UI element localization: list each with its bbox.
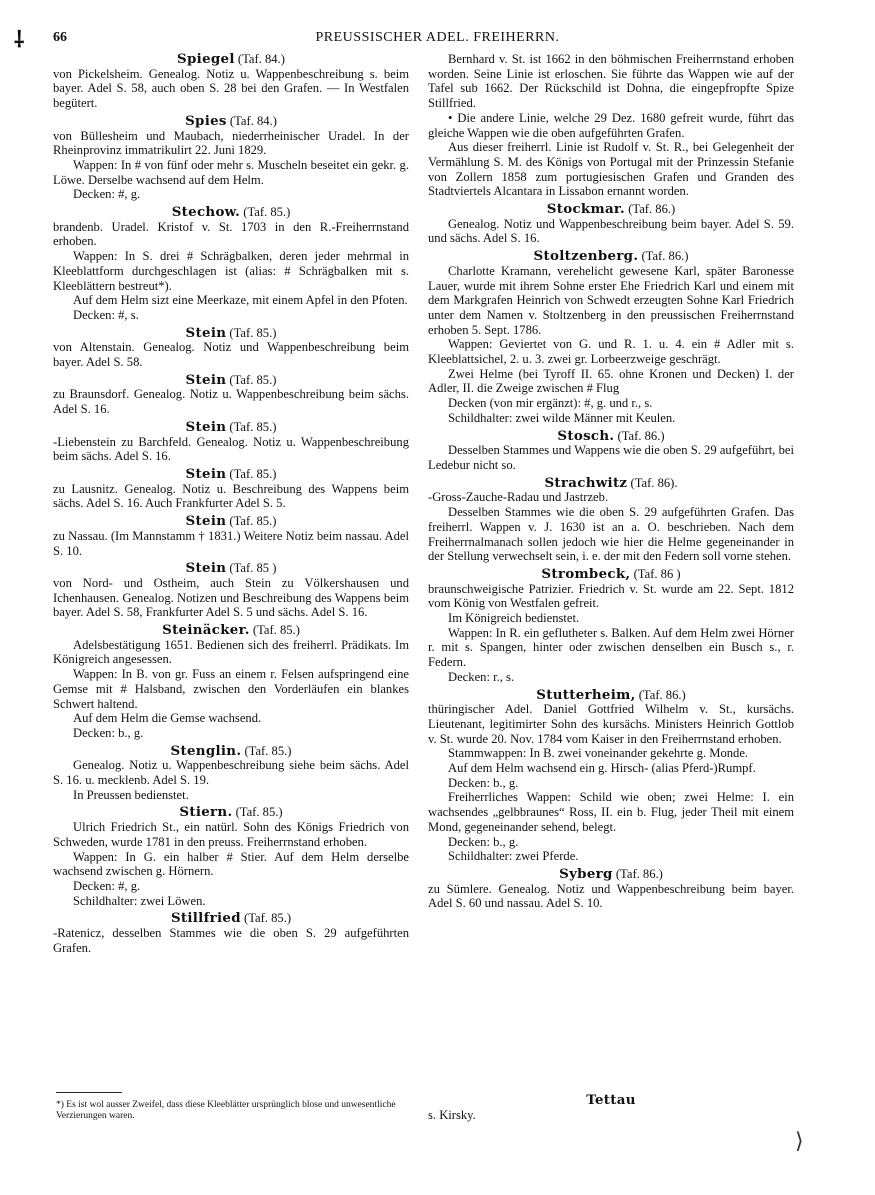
entry-text: Charlotte Kramann, verehelicht gewesene Karl, später Baronesse Lauer, wurde mit ihrem Sohne erster Ehe Friedrich Karl und einem mit dem Markgrafen Heinrich von Schwedt erzeugten Sohne Karl Friedrich unter dem Namen v. Stoltzenberg in den preussischen Freiherrnstand erhoben 5. Sept. 1786.	[428, 263, 794, 337]
entry-text: braunschweigische Patrizier. Friedrich v. St. wurde am 22. Sept. 1812 vom König von Westfalen gefreit.	[428, 581, 794, 611]
continuation-text: • Die andere Linie, welche 29 Dez. 1680 gefreit wurde, führt das gleiche Wappen wie die oben aufgeführten Grafen.	[428, 110, 794, 140]
footnote: *) Es ist wol ausser Zweifel, dass diese Kleeblätter ursprünglich blose und unwesentliche Verzierungen waren.	[56, 1100, 396, 1121]
entry-spies: Spies (Taf. 84.) von Büllesheim und Maubach, niederrheinischer Uradel. In der Rheinprovinz immatrikulirt 22. Juni 1829. Wappen: In # von fünf oder mehr s. Muscheln beseitet ein gekr. g. Löwe. Derselbe wachsend auf dem Helm. Decken: #, g.	[53, 112, 409, 202]
entry-wappen: Wappen: In # von fünf oder mehr s. Muscheln beseitet ein gekr. g. Löwe. Derselbe wachsend auf dem Helm.	[53, 157, 409, 187]
entry-decken: Decken (von mir ergänzt): #, g. und r., s.	[448, 396, 653, 411]
entry-wappen: Wappen: In G. ein halber # Stier. Auf dem Helm derselbe wachsend zwischen g. Hörnern.	[53, 849, 409, 879]
entry-name: Stillfried	[170, 910, 241, 927]
entry-syberg: Syberg (Taf. 86.) zu Sümlere. Genealog. Notiz und Wappenbeschreibung beim bayer. Adel S. 60 und nassau. Adel S. 10.	[428, 865, 794, 911]
entry-decken: Decken: #, g.	[73, 187, 141, 202]
entry-stechow: Stechow. (Taf. 85.) brandenb. Uradel. Kristof v. St. 1703 in den R.-Freiherrnstand erhoben. Wappen: In S. drei # Schrägbalken, deren jeder mehrmal in Kleeblattform durchgeschlagen ist (alias: # Schrägbalken mit s. Kleeblättern bestreut*). Auf dem Helm sizt eine Meerkaze, mit einem Apfel in den Pfoten. Decken: #, s.	[53, 204, 409, 322]
entry-helm: Auf dem Helm sizt eine Meerkaze, mit einem Apfel in den Pfoten.	[73, 293, 408, 308]
entry-name: Stechow.	[171, 204, 241, 221]
entry-stiern: Stiern. (Taf. 85.) Ulrich Friedrich St., ein natürl. Sohn des Königs Friedrich von Schweden, wurde 1781 in den preuss. Freiherrnstand erhoben. Wappen: In G. ein halber # Stier. Auf dem Helm derselbe wachsend zwischen g. Hörnern. Decken: #, g. Schildhalter: zwei Löwen.	[53, 804, 409, 908]
entry-text: von Altenstain. Genealog. Notiz und Wappenbeschreibung beim bayer. Adel S. 58.	[53, 340, 409, 370]
entry-decken: Decken: b., g.	[448, 834, 519, 849]
entry-name: Stiern.	[179, 804, 233, 821]
entry-text: zu Nassau. (Im Mannstamm † 1831.) Weitere Notiz beim nassau. Adel S. 10.	[53, 528, 409, 558]
continuation-text: Bernhard v. St. ist 1662 in den böhmischen Freiherrnstand erhoben worden. Seine Linie ist erloschen. Sie führte das Wappen wie auf der Tafel sub 1662. Der Rückschild ist Dohna, die eingepfropfte Spize Stillfried.	[428, 52, 794, 111]
entry-wappen: Wappen: In S. drei # Schrägbalken, deren jeder mehrmal in Kleeblattform durchgeschlagen ist (alias: # Schrägbalken mit s. Kleeblättern bestreut*).	[53, 249, 409, 293]
entry-stutterheim: Stutterheim, (Taf. 86.) thüringischer Adel. Daniel Gottfried Wilhelm v. St., kursächs. Lieutenant, legitimirter Sohn des kursächs. Ministers Heinrich Gottlob v. St. wurde 20. Nov. 1784 vom Kaiser in den Freiherrnstand erhoben. Stammwappen: In B. zwei voneinander gekehrte g. Monde. Auf dem Helm wachsend ein g. Hirsch- (alias Pferd-)Rumpf. Decken: b., g. Freiherrliches Wappen: Schild wie oben; zwei Helme: I. ein wachsendes „gelbbraunes“ Ross, II. ein b. Flug, jeder Theil mit einem Mond, gegeneinander sehend, belegt. Decken: b., g. Schildhalter: zwei Pferde.	[428, 686, 794, 864]
footnote-rule	[56, 1092, 122, 1093]
entry-schildhalter: Schildhalter: zwei Pferde.	[448, 849, 579, 864]
entry-text: -Ratenicz, desselben Stammes wie die oben S. 29 aufgeführten Grafen.	[53, 926, 409, 955]
entry-text: -Gross-Zauche-Radau und Jastrzeb.	[428, 490, 609, 505]
entry-decken: Decken: r., s.	[448, 669, 515, 684]
entry-name: Stein	[185, 560, 227, 577]
entry-name: Spiegel	[177, 51, 235, 67]
entry-name: Steinäcker.	[162, 622, 250, 639]
entry-stein-nassau: Stein (Taf. 85.) zu Nassau. (Im Mannstamm † 1831.) Weitere Notiz beim nassau. Adel S. 10.	[53, 513, 409, 558]
entry-schildhalter: Schildhalter: zwei wilde Männer mit Keulen.	[448, 410, 676, 425]
entry-text: brandenb. Uradel. Kristof v. St. 1703 in den R.-Freiherrnstand erhoben.	[53, 219, 409, 249]
entry-decken: Decken: #, s.	[73, 307, 139, 322]
scan-margin-mark: ⸸	[14, 27, 25, 52]
entry-name: Stockmar.	[546, 201, 626, 218]
entry-name: Stein	[185, 324, 227, 341]
entry-wappen: Wappen: In R. ein geflutheter s. Balken. Auf dem Helm zwei Hörner r. mit s. Spangen, hinter oder zwischen denselben ein Busch s., r. Federn.	[428, 625, 794, 670]
entry-name: Stein	[185, 371, 227, 388]
entry-name: Strombeck,	[541, 565, 631, 582]
entry-wappen: Wappen: In B. von gr. Fuss an einem r. Felsen aufspringend eine Gemse mit # Halsband, zwischen den Vorderläufen ein blankes Schwert haltend.	[53, 667, 409, 711]
entry-text: Desselben Stammes und Wappens wie die oben S. 29 aufgeführt, bei Ledebur nicht so.	[428, 443, 794, 472]
entry-text: zu Braunsdorf. Genealog. Notiz u. Wappenbeschreibung beim sächs. Adel S. 16.	[53, 387, 409, 417]
entry-text: von Nord- und Ostheim, auch Stein zu Völkershausen und Ichenhausen. Genealog. Notizen und Beschreibung des Wappens beim bayer. Adel S. 58, Frankfurter Adel S. 5 und sächs. Adel S. 16.	[53, 575, 409, 620]
entry-text: thüringischer Adel. Daniel Gottfried Wilhelm v. St., kursächs. Lieutenant, legitimirter Sohn des kursächs. Ministers Heinrich Gottlob v. St. wurde 20. Nov. 1784 vom Kaiser in den Freiherrnstand erhoben.	[428, 702, 794, 746]
entry-text: Genealog. Notiz u. Wappenbeschreibung siehe beim sächs. Adel S. 16. u. mecklenb. Adel S. 19.	[53, 758, 409, 788]
running-head: PREUSSISCHER ADEL. FREIHERRN.	[315, 30, 560, 45]
entry-tettau	[428, 1093, 794, 1122]
stillfried-continuation	[428, 52, 794, 199]
entry-text: zu Lausnitz. Genealog. Notiz u. Beschreibung des Wappens beim sächs. Adel S. 16. Auch Frankfurter Adel S. 5.	[53, 481, 409, 511]
entry-stein-liebenstein: Stein (Taf. 85.) -Liebenstein zu Barchfeld. Genealog. Notiz u. Wappenbeschreibung beim sächs. Adel S. 16.	[53, 418, 409, 464]
entry-helm: Auf dem Helm die Gemse wachsend.	[73, 711, 262, 726]
entry-stockmar: Stockmar. (Taf. 86.) Genealog. Notiz und Wappenbeschreibung beim bayer. Adel S. 59. und sächs. Adel S. 16.	[428, 201, 794, 246]
entry-name: Stein	[185, 465, 227, 482]
entry-text: von Büllesheim und Maubach, niederrheinischer Uradel. In der Rheinprovinz immatrikulirt 22. Juni 1829.	[53, 128, 409, 158]
scan-margin-mark: ⟩	[795, 1128, 804, 1153]
entry-extra: Desselben Stammes wie die oben S. 29 aufgeführten Grafen. Das freiherrl. Wappen v. J. 1630 ist an a. O. beschrieben. Nach dem Freiherrnalmanach sollen jedoch wie hier die Helme gegeneinander in der Stellung verwechselt sein, i. e. der mit den Federn soll vorne stehen.	[428, 505, 794, 564]
entry-stein-altenstain: Stein (Taf. 85.) von Altenstain. Genealog. Notiz und Wappenbeschreibung beim bayer. Adel S. 58.	[53, 324, 409, 370]
entry-name: Stutterheim,	[536, 686, 636, 703]
entry-decken: Decken: b., g.	[73, 725, 144, 740]
entry-stein-nord-ostheim: Stein (Taf. 85 ) von Nord- und Ostheim, auch Stein zu Völkershausen und Ichenhausen. Genealog. Notizen und Beschreibung des Wappens beim bayer. Adel S. 58, Frankfurter Adel S. 5 und sächs. Adel S. 16.	[53, 560, 409, 620]
entry-strombeck: Strombeck, (Taf. 86 ) braunschweigische Patrizier. Friedrich v. St. wurde am 22. Sept. 1812 vom König von Westfalen gefreit. Im Königreich bedienstet. Wappen: In R. ein geflutheter s. Balken. Auf dem Helm zwei Hörner r. mit s. Spangen, hinter oder zwischen denselben ein Busch s., r. Federn. Decken: r., s.	[428, 565, 794, 684]
entry-schildhalter: Schildhalter: zwei Löwen.	[73, 893, 206, 908]
page-number: 66	[53, 30, 67, 45]
entry-freiherrliches-wappen: Freiherrliches Wappen: Schild wie oben; zwei Helme: I. ein wachsendes „gelbbraunes“ Ross, II. ein b. Flug, jeder Theil mit einem Mond, gegeneinander sehend, belegt.	[428, 790, 794, 834]
entry-name: Tettau	[586, 1092, 636, 1108]
entry-spiegel: Spiegel (Taf. 84.) von Pickelsheim. Genealog. Notiz u. Wappenbeschreibung s. beim bayer. Adel S. 58, auch oben S. 28 bei den Grafen. — In Westfalen begütert.	[53, 51, 409, 111]
entry-name: Syberg	[559, 865, 613, 882]
entry-text: Genealog. Notiz und Wappenbeschreibung beim bayer. Adel S. 59. und sächs. Adel S. 16.	[428, 216, 794, 246]
left-column	[53, 52, 409, 958]
entry-extra: Im Königreich bedienstet.	[448, 611, 580, 626]
right-column	[428, 52, 794, 914]
entry-name: Stein	[185, 418, 227, 435]
entry-stein-lausnitz: Stein (Taf. 85.) zu Lausnitz. Genealog. Notiz u. Beschreibung des Wappens beim sächs. Adel S. 16. Auch Frankfurter Adel S. 5.	[53, 465, 409, 511]
entry-text: Ulrich Friedrich St., ein natürl. Sohn des Königs Friedrich von Schweden, wurde 1781 in den preuss. Freiherrnstand erhoben.	[53, 820, 409, 849]
entry-wappen: Wappen: Geviertet von G. und R. 1. u. 4. ein # Adler mit s. Kleeblattsichel, 2. u. 3. zwei gr. Lorbeerzweige geschrägt.	[428, 337, 794, 367]
entry-strachwitz: Strachwitz (Taf. 86). -Gross-Zauche-Radau und Jastrzeb. Desselben Stammes wie die oben S. 29 aufgeführten Grafen. Das freiherrl. Wappen v. J. 1630 ist an a. O. beschrieben. Nach dem Freiherrnalmanach sollen jedoch wie hier die Helme gegeneinander in der Stellung verwechselt sein, i. e. der mit den Federn soll vorne stehen.	[428, 474, 794, 564]
entry-steinaecker: Steinäcker. (Taf. 85.) Adelsbestätigung 1651. Bedienen sich des freiherrl. Prädikats. Im Königreich angesessen. Wappen: In B. von gr. Fuss an einem r. Felsen aufspringend eine Gemse mit # Halsband, zwischen den Vorderläufen ein blankes Schwert haltend. Auf dem Helm die Gemse wachsend. Decken: b., g.	[53, 622, 409, 740]
entry-stein-braunsdorf: Stein (Taf. 85.) zu Braunsdorf. Genealog. Notiz u. Wappenbeschreibung beim sächs. Adel S. 16.	[53, 371, 409, 417]
entry-stoltzenberg: Stoltzenberg. (Taf. 86.) Charlotte Kramann, verehelicht gewesene Karl, später Baronesse Lauer, wurde mit ihrem Sohne erster Ehe Friedrich Karl und einem mit dem Markgrafen Heinrich von Schwedt erzeugten Sohne Karl Friedrich unter dem Namen v. Stoltzenberg in den preussischen Freiherrnstand erhoben 5. Sept. 1786. Wappen: Geviertet von G. und R. 1. u. 4. ein # Adler mit s. Kleeblattsichel, 2. u. 3. zwei gr. Lorbeerzweige geschrägt. Zwei Helme (bei Tyroff II. 65. ohne Kronen und Decken) I. der Adler, II. die Zweige zwischen # Flug Decken (von mir ergänzt): #, g. und r., s. Schildhalter: zwei wilde Männer mit Keulen.	[428, 248, 794, 425]
entry-stosch: Stosch. (Taf. 86.) Desselben Stammes und Wappens wie die oben S. 29 aufgeführt, bei Ledebur nicht so.	[428, 427, 794, 472]
entry-text: zu Sümlere. Genealog. Notiz und Wappenbeschreibung beim bayer. Adel S. 60 und nassau. Adel S. 10.	[428, 881, 794, 911]
entry-helm: Zwei Helme (bei Tyroff II. 65. ohne Kronen und Decken) I. der Adler, II. die Zweige zwischen # Flug	[428, 366, 794, 396]
entry-name: Spies	[185, 112, 227, 129]
entry-decken: Decken: b., g.	[448, 775, 519, 790]
entry-helm: Auf dem Helm wachsend ein g. Hirsch- (alias Pferd-)Rumpf.	[448, 761, 756, 776]
entry-text: s. Kirsky.	[428, 1107, 476, 1122]
entry-text: Adelsbestätigung 1651. Bedienen sich des freiherrl. Prädikats. Im Königreich angesessen.	[53, 637, 409, 667]
entry-name: Stosch.	[557, 427, 615, 444]
continuation-text: Aus dieser freiherrl. Linie ist Rudolf v. St. R., bei Gelegenheit der Vermählung S. M. des Königs von Portugal mit der Prinzessin Stefanie von Zollern 1858 zum portugiesischen Grafen und Granden des Stadtviertels Alcantara in Lissabon ernannt worden.	[428, 140, 794, 199]
entry-text: von Pickelsheim. Genealog. Notiz u. Wappenbeschreibung s. beim bayer. Adel S. 58, auch oben S. 28 bei den Grafen. — In Westfalen begütert.	[53, 66, 409, 111]
entry-name: Strachwitz	[544, 474, 628, 491]
entry-extra: In Preussen bedienstet.	[73, 787, 189, 802]
entry-decken: Decken: #, g.	[73, 878, 141, 893]
entry-name: Stein	[185, 513, 227, 530]
entry-stenglin: Stenglin. (Taf. 85.) Genealog. Notiz u. Wappenbeschreibung siehe beim sächs. Adel S. 16. u. mecklenb. Adel S. 19. In Preussen bedienstet.	[53, 742, 409, 802]
entry-wappen: Stammwappen: In B. zwei voneinander gekehrte g. Monde.	[448, 746, 749, 761]
entry-name: Stoltzenberg.	[533, 248, 639, 265]
entry-stillfried: Stillfried (Taf. 85.) -Ratenicz, desselben Stammes wie die oben S. 29 aufgeführten Grafen.	[53, 910, 409, 955]
entry-text: -Liebenstein zu Barchfeld. Genealog. Notiz u. Wappenbeschreibung beim sächs. Adel S. 16.	[53, 434, 409, 464]
entry-name: Stenglin.	[170, 742, 242, 759]
